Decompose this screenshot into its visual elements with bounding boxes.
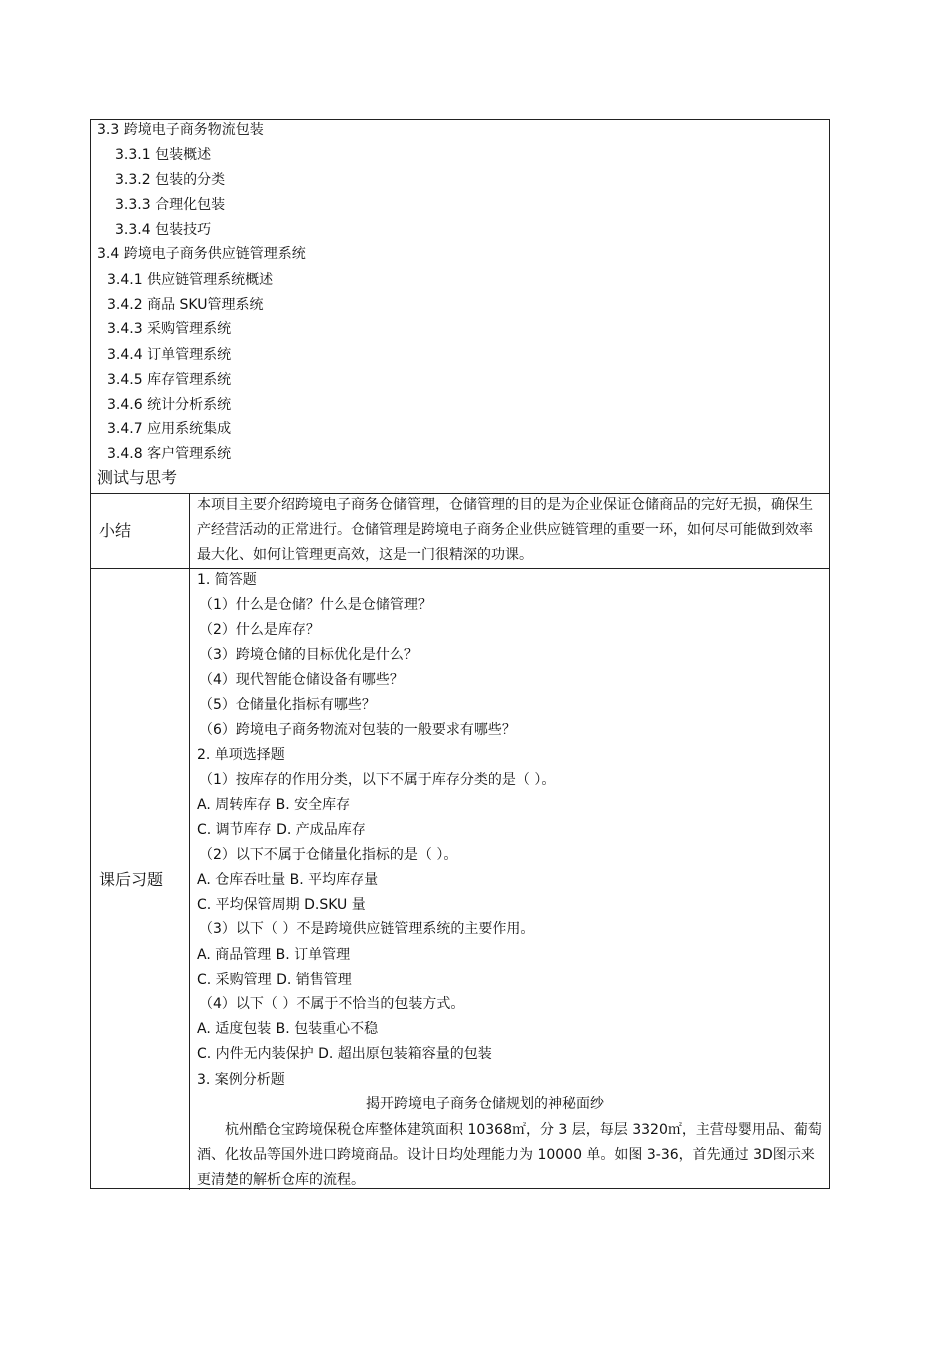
exercise-line: （6）跨境电子商务物流对包装的一般要求有哪些？ — [199, 722, 516, 738]
section-3-4-7: 3.4.7 应用系统集成 — [107, 421, 232, 437]
section-3-3-1: 3.3.1 包装概述 — [115, 147, 212, 163]
exercise-line: （4）以下（ ）不属于不恰当的包装方式。 — [199, 996, 465, 1012]
exercise-line: C. 采购管理 D. 销售管理 — [197, 972, 352, 988]
exercise-line: C. 内件无内装保护 D. 超出原包装箱容量的包装 — [197, 1046, 492, 1062]
section-3-4-2: 3.4.2 商品 SKU管理系统 — [107, 297, 264, 313]
case-title: 揭开跨境电子商务仓储规划的神秘面纱 — [366, 1096, 604, 1112]
row-divider — [91, 568, 829, 569]
exercise-line: （3）以下（ ）不是跨境供应链管理系统的主要作用。 — [199, 921, 535, 937]
section-3-3-4: 3.3.4 包装技巧 — [115, 222, 212, 238]
exercise-line: （1）什么是仓储？什么是仓储管理？ — [199, 597, 432, 613]
column-divider — [189, 493, 190, 1190]
section-3-4-3: 3.4.3 采购管理系统 — [107, 321, 232, 337]
section-3-4-8: 3.4.8 客户管理系统 — [107, 446, 232, 462]
exercise-line: 2. 单项选择题 — [197, 747, 285, 763]
section-3-4-1: 3.4.1 供应链管理系统概述 — [107, 272, 274, 288]
exercise-line: （2）以下不属于仓储量化指标的是（ ）。 — [199, 847, 458, 863]
exercise-line: （3）跨境仓储的目标优化是什么？ — [199, 647, 418, 663]
exercise-line: （2）什么是库存？ — [199, 622, 320, 638]
document-table — [90, 119, 830, 1189]
section-3-4-5: 3.4.5 库存管理系统 — [107, 372, 232, 388]
exercise-line: A. 商品管理 B. 订单管理 — [197, 947, 351, 963]
exercise-line: （4）现代智能仓储设备有哪些？ — [199, 672, 404, 688]
exercises-label: 课后习题 — [99, 870, 164, 889]
exercise-line: A. 仓库吞吐量 B. 平均库存量 — [197, 872, 379, 888]
exercise-line: 1. 简答题 — [197, 572, 257, 588]
section-3-4-4: 3.4.4 订单管理系统 — [107, 347, 232, 363]
section-3-3-2: 3.3.2 包装的分类 — [115, 172, 226, 188]
section-3-4-6: 3.4.6 统计分析系统 — [107, 397, 232, 413]
section-3-3-3: 3.3.3 合理化包装 — [115, 197, 226, 213]
section-3-3: 3.3 跨境电子商务物流包装 — [97, 122, 264, 138]
section-3-4: 3.4 跨境电子商务供应链管理系统 — [97, 246, 306, 262]
test-heading: 测试与思考 — [97, 468, 178, 487]
exercise-line: A. 适度包装 B. 包装重心不稳 — [197, 1021, 379, 1037]
case-text: 杭州酷仓宝跨境保税仓库整体建筑面积 10368㎡，分 3 层，每层 3320㎡，主营母婴用品、葡萄酒、化妆品等国外进口跨境商品。设计日均处理能力为 10000 单。如图 3-36，首先通过 3D图示来更清楚的解析仓库的流程。 — [197, 1122, 822, 1188]
exercise-line: （1）按库存的作用分类，以下不属于库存分类的是（ ）。 — [199, 772, 556, 788]
exercise-line: C. 平均保管周期 D.SKU 量 — [197, 897, 366, 913]
exercise-line: 3. 案例分析题 — [197, 1072, 285, 1088]
summary-label: 小结 — [99, 521, 132, 540]
summary-text: 本项目主要介绍跨境电子商务仓储管理，仓储管理的目的是为企业保证仓储商品的完好无损，确保生产经营活动的正常进行。仓储管理是跨境电子商务企业供应链管理的重要一环，如何尽可能做到效率最大化、如何让管理更高效，这是一门很精深的功课。 — [197, 497, 813, 563]
exercise-line: A. 周转库存 B. 安全库存 — [197, 797, 351, 813]
exercise-line: C. 调节库存 D. 产成品库存 — [197, 822, 366, 838]
exercise-line: （5）仓储量化指标有哪些？ — [199, 697, 376, 713]
